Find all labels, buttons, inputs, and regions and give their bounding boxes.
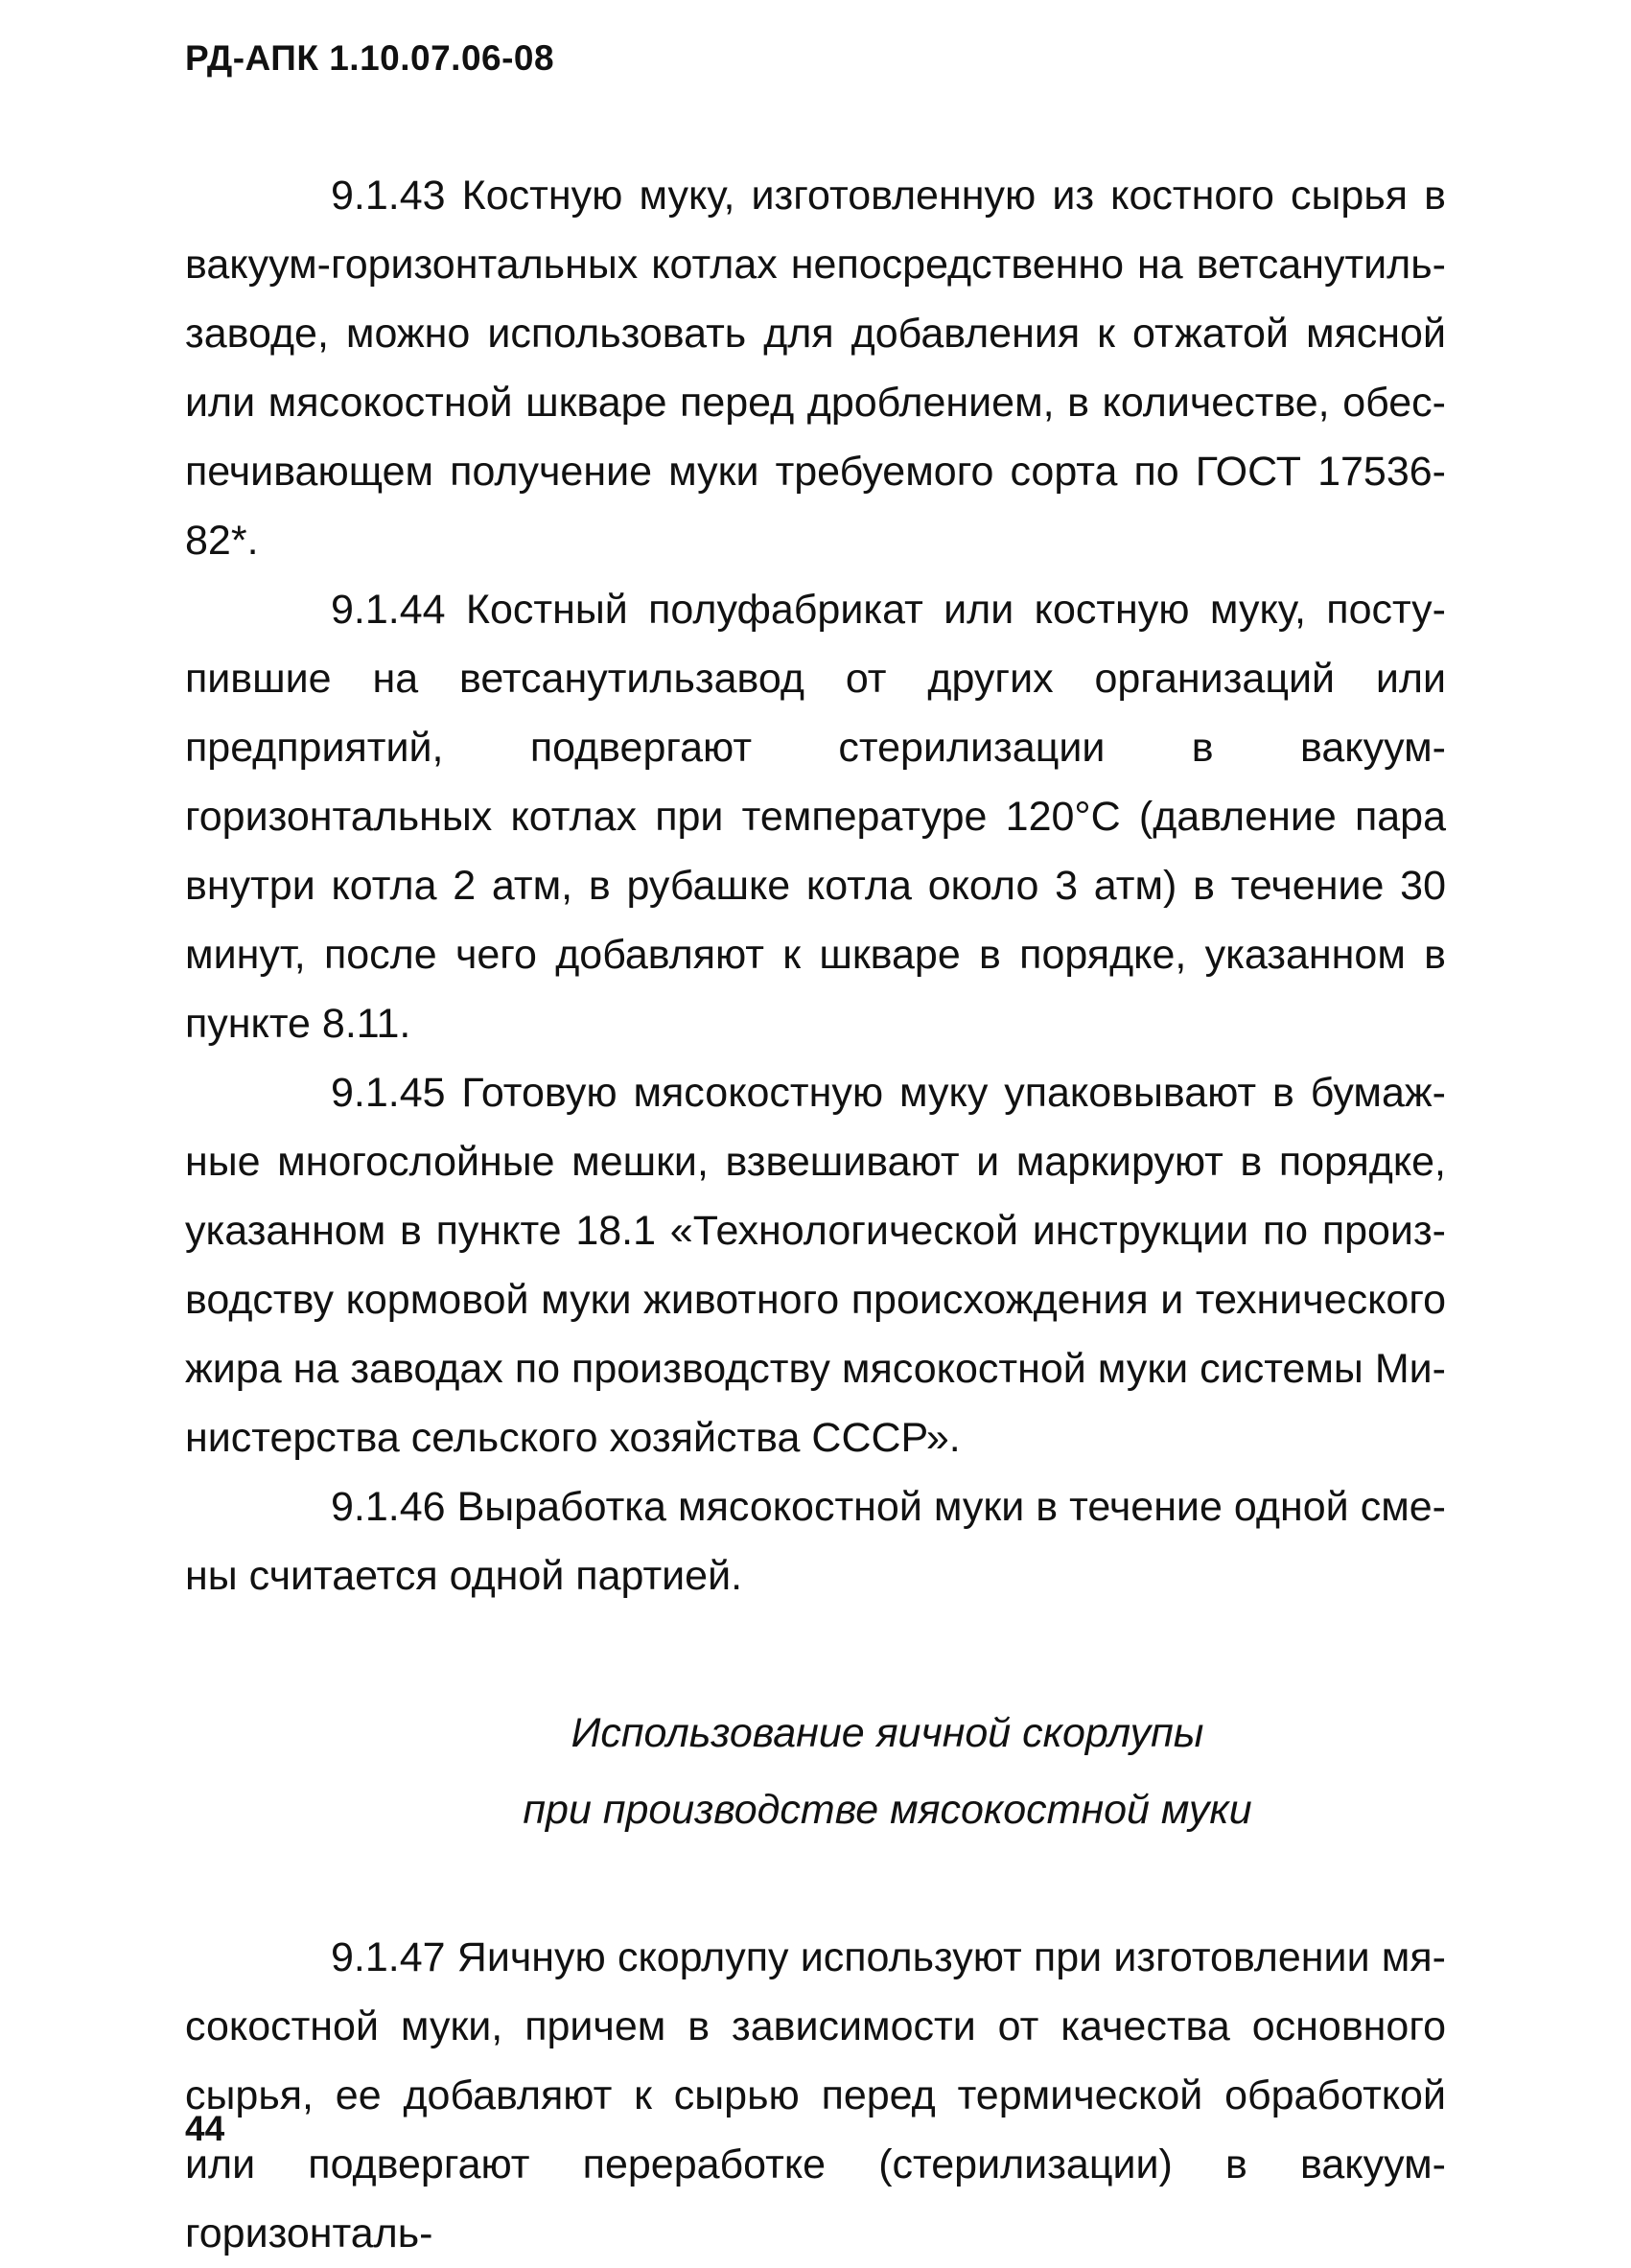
document-code-header: РД-АПК 1.10.07.06-08 xyxy=(185,38,555,78)
section-heading xyxy=(185,1695,1446,1848)
page-number: 44 xyxy=(185,2109,225,2148)
document-body xyxy=(185,161,1446,2268)
section-heading-line-1: Использование яичной скорлупы xyxy=(571,1710,1204,1756)
paragraph-9-1-46: 9.1.46 Выработка мясокостной муки в течение одной смены считается одной партией. xyxy=(185,1484,1446,1599)
paragraph-9-1-45: 9.1.45 Готовую мясокостную муку упаковывают в бумажные многослойные мешки, взвешивают и маркируют в порядке, указанном в пункте 18.1 «Технологической инструкции по производству кормовой муки животного происхождения и технического жира на заводах по производству мясокостной муки системы Министерства сельского хозяйства СССР». xyxy=(185,1070,1446,1461)
paragraph-9-1-44: 9.1.44 Костный полуфабрикат или костную муку, поступившие на ветсанутильзавод от других организаций или предприятий, подвергают стерилизации в вакуум-горизонтальных котлах при температуре 120°С (давление пара внутри котла 2 атм, в рубашке котла около 3 атм) в течение 30 минут, после чего добавляют к шкваре в порядке, указанном в пункте 8.11. xyxy=(185,587,1446,1047)
paragraph-9-1-47: 9.1.47 Яичную скорлупу используют при изготовлении мясокостной муки, причем в зависимости от качества основного сырья, ее добавляют к сырью перед термической обработкой или подвергают переработке (стерилизации) в вакуум-горизонталь- xyxy=(185,1934,1446,2256)
section-heading-line-2: при производстве мясокостной муки xyxy=(523,1787,1252,1833)
paragraph-9-1-43: 9.1.43 Костную муку, изготовленную из костного сырья в вакуум-горизонтальных котлах непосредственно на ветсанутильзаводе, можно использовать для добавления к отжатой мясной или мясокостной шкваре перед дроблением, в количестве, обеспечивающем получение муки требуемого сорта по ГОСТ 17536-82*. xyxy=(185,173,1446,564)
